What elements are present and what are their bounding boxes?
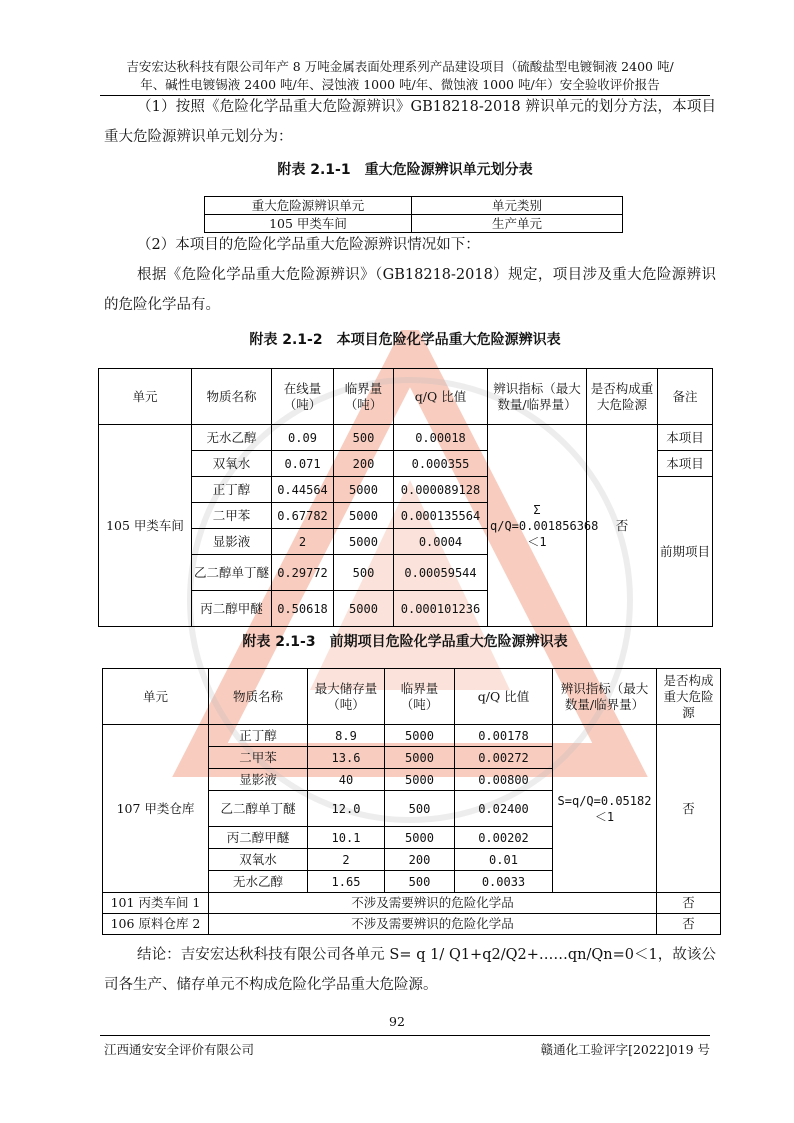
table3-cell: 丙二醇甲醚 [209, 827, 308, 849]
table2-note: 前期项目 [658, 477, 713, 627]
table3-cell: 0.0033 [455, 871, 553, 893]
table1-header-category: 单元类别 [412, 197, 623, 215]
table2-cell: 正丁醇 [192, 477, 272, 503]
table2-caption: 附表 2.1-2 本项目危险化学品重大危险源辨识表 [249, 332, 561, 348]
table3-caption: 附表 2.1-3 前期项目危险化学品重大危险源辨识表 [242, 634, 568, 650]
table3-extra-unit: 106 原料仓库 2 [103, 914, 209, 935]
table2-header-notes: 备注 [658, 369, 713, 425]
footer-company: 江西通安安全评价有限公司 [104, 1042, 255, 1057]
table3-cell: 10.1 [308, 827, 385, 849]
table-2 [98, 368, 713, 627]
table3-cell: 5000 [385, 747, 455, 769]
footer-report-number: 赣通化工验评字[2022]019 号 [540, 1042, 710, 1057]
table2-header-ratio: q/Q 比值 [394, 369, 488, 425]
table2-cell: 0.0004 [394, 529, 488, 555]
table3-header-storage-qty: 最大储存量（吨） [308, 669, 385, 725]
table-3 [102, 668, 721, 935]
table3-cell: 1.65 [308, 871, 385, 893]
paragraph-2: （2）本项目的危险化学品重大危险源辨识情况如下： [137, 237, 480, 253]
paragraph-1: （1）按照《危险化学品重大危险源辨识》GB18218-2018 辨识单元的划分方法，本项目重大危险源辨识单元划分为： [104, 99, 716, 145]
table2-cell: 双氧水 [192, 451, 272, 477]
table3-cell: 500 [385, 871, 455, 893]
table3-cell: 8.9 [308, 725, 385, 747]
table2-cell: 0.000101236 [394, 591, 488, 627]
table3-cell: 5000 [385, 769, 455, 791]
table3-unit-cell: 107 甲类仓库 [103, 725, 209, 893]
page-header [100, 58, 700, 94]
table2-cell: 丙二醇甲醚 [192, 591, 272, 627]
table3-header-threshold: 临界量（吨） [385, 669, 455, 725]
table2-cell: 5000 [334, 503, 394, 529]
table3-cell: 200 [385, 849, 455, 871]
table2-cell: 0.000355 [394, 451, 488, 477]
table3-extra-desc: 不涉及需要辨识的危险化学品 [209, 914, 657, 935]
table2-cell: 5000 [334, 529, 394, 555]
table2-cell: 0.000135564 [394, 503, 488, 529]
table3-cell: 5000 [385, 725, 455, 747]
table3-header-major: 是否构成重大危险源 [657, 669, 721, 725]
page-number: 92 [389, 1014, 405, 1029]
table3-cell: 0.00800 [455, 769, 553, 791]
table2-cell: 5000 [334, 591, 394, 627]
table1-cell: 生产单元 [412, 215, 623, 233]
table2-cell: 0.00018 [394, 425, 488, 451]
table3-cell: 0.02400 [455, 791, 553, 827]
table2-cell: 0.29772 [272, 555, 334, 591]
table2-note: 本项目 [658, 451, 713, 477]
table1-header-unit: 重大危险源辨识单元 [205, 197, 412, 215]
table3-cell: 40 [308, 769, 385, 791]
header-line-1: 吉安宏达秋科技有限公司年产 8 万吨金属表面处理系列产品建设项目（硫酸盐型电镀铜液 2400 吨/ [126, 59, 674, 74]
table2-header-major: 是否构成重大危险源 [587, 369, 658, 425]
table3-extra-major: 否 [657, 914, 721, 935]
table2-cell: 无水乙醇 [192, 425, 272, 451]
table3-header-unit: 单元 [103, 669, 209, 725]
header-line-2: 年、碱性电镀锡液 2400 吨/年、浸蚀液 1000 吨/年、微蚀液 1000 吨/年）安全验收评价报告 [140, 77, 660, 92]
table2-cell: 5000 [334, 477, 394, 503]
table3-cell: 双氧水 [209, 849, 308, 871]
table2-cell: 二甲苯 [192, 503, 272, 529]
table2-header-unit: 单元 [99, 369, 192, 425]
table2-cell: 200 [334, 451, 394, 477]
table3-cell: 二甲苯 [209, 747, 308, 769]
table2-cell: 0.09 [272, 425, 334, 451]
table3-cell: 2 [308, 849, 385, 871]
table2-cell: 0.071 [272, 451, 334, 477]
table3-major-cell: 否 [657, 725, 721, 893]
table3-cell: 5000 [385, 827, 455, 849]
table2-cell: 2 [272, 529, 334, 555]
table3-cell: 0.00178 [455, 725, 553, 747]
table1-caption: 附表 2.1-1 重大危险源辨识单元划分表 [277, 162, 533, 178]
table3-header-substance: 物质名称 [209, 669, 308, 725]
table3-extra-unit: 101 丙类车间 1 [103, 893, 209, 914]
conclusion-paragraph: 结论：吉安宏达秋科技有限公司各单元 S= q 1/ Q1+q2/Q2+……qn/Qn=0＜1，故该公司各生产、储存单元不构成危险化学品重大危险源。 [104, 947, 716, 993]
table2-cell: 0.00059544 [394, 555, 488, 591]
table2-cell: 500 [334, 555, 394, 591]
table2-unit-cell: 105 甲类车间 [99, 425, 192, 627]
table3-cell: 正丁醇 [209, 725, 308, 747]
table2-cell: 0.67782 [272, 503, 334, 529]
table3-cell: 12.0 [308, 791, 385, 827]
paragraph-3: 根据《危险化学品重大危险源辨识》（GB18218-2018）规定，项目涉及重大危险源辨识的危险化学品有。 [104, 267, 716, 313]
table3-header-ratio: q/Q 比值 [455, 669, 553, 725]
table3-cell: 0.00202 [455, 827, 553, 849]
table2-cell: 500 [334, 425, 394, 451]
table2-header-indicator: 辨识指标（最大数量/临界量） [488, 369, 587, 425]
table3-extra-major: 否 [657, 893, 721, 914]
table3-cell: 乙二醇单丁醚 [209, 791, 308, 827]
table2-cell: 0.44564 [272, 477, 334, 503]
table3-cell: 0.01 [455, 849, 553, 871]
table3-cell: 500 [385, 791, 455, 827]
footer-divider [100, 1035, 710, 1036]
table2-header-online-qty: 在线量（吨） [272, 369, 334, 425]
table2-cell: 显影液 [192, 529, 272, 555]
table3-cell: 无水乙醇 [209, 871, 308, 893]
table3-cell: 13.6 [308, 747, 385, 769]
table2-indicator-cell: Σ q/Q=0.001856368＜1 [488, 425, 587, 627]
table2-cell: 0.50618 [272, 591, 334, 627]
table-1 [204, 196, 623, 233]
table2-cell: 乙二醇单丁醚 [192, 555, 272, 591]
table3-cell: 显影液 [209, 769, 308, 791]
table2-note: 本项目 [658, 425, 713, 451]
table3-cell: 0.00272 [455, 747, 553, 769]
table2-cell: 0.000089128 [394, 477, 488, 503]
table2-major-cell: 否 [587, 425, 658, 627]
table1-cell: 105 甲类车间 [205, 215, 412, 233]
table3-indicator-cell: S=q/Q=0.05182＜1 [553, 725, 657, 893]
table2-header-threshold: 临界量（吨） [334, 369, 394, 425]
table3-header-indicator: 辨识指标（最大数量/临界量） [553, 669, 657, 725]
table3-extra-desc: 不涉及需要辨识的危险化学品 [209, 893, 657, 914]
table2-header-substance: 物质名称 [192, 369, 272, 425]
